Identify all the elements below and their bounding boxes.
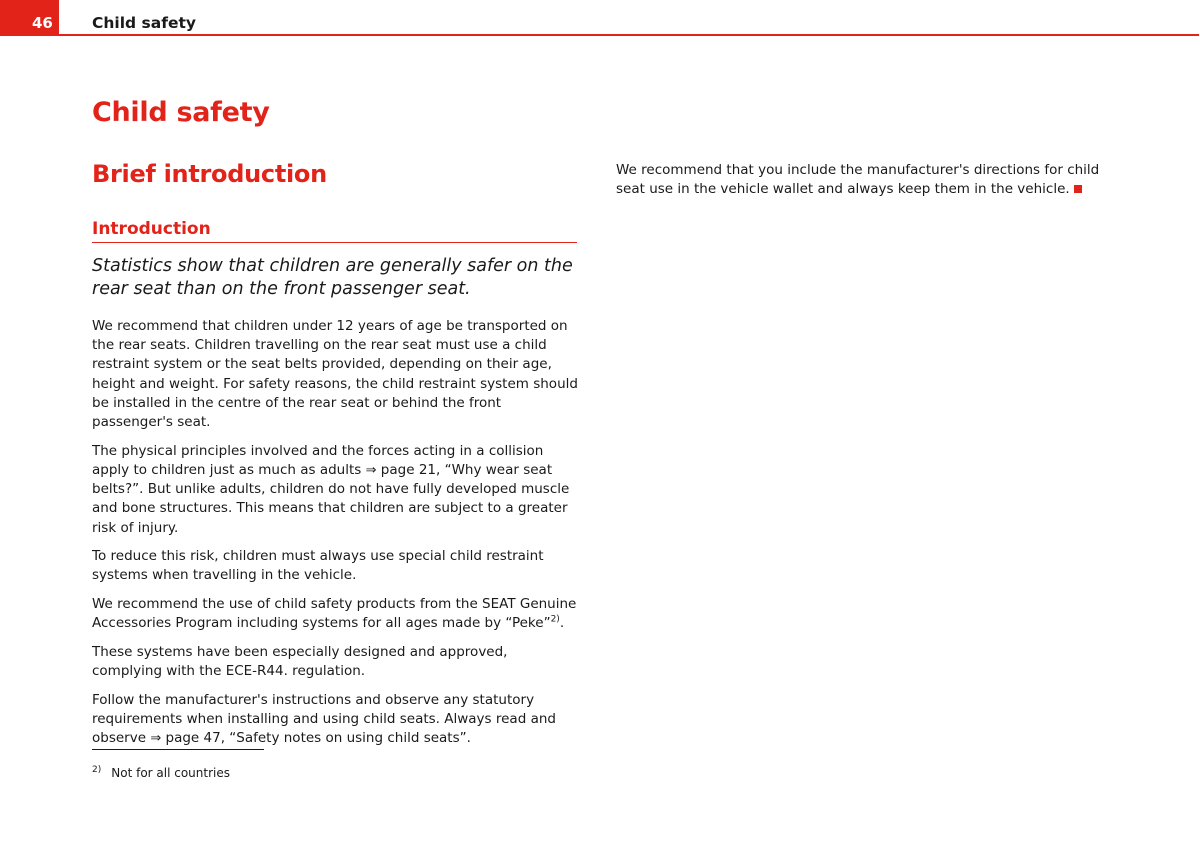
paragraph-text: The physical principles involved and the forces acting in a collision apply to children just as much as adults (92, 442, 544, 478)
subsection-heading: Introduction (92, 219, 211, 239)
lead-paragraph: Statistics show that children are generally safer on the rear seat than on the front passenger seat. (92, 256, 573, 299)
end-of-section-square-icon (1074, 185, 1082, 193)
page-number: 46 (32, 14, 53, 32)
footnote-text: Not for all countries (111, 766, 230, 780)
body-paragraph: These systems have been especially designed and approved, complying with the ECE-R44. regulation. (92, 644, 508, 680)
paragraph-end: . (559, 615, 565, 632)
body-paragraph (92, 691, 580, 749)
cross-reference-arrow-icon: ⇒ (150, 731, 162, 747)
cross-reference-arrow-icon: ⇒ (365, 462, 377, 478)
cross-reference-link[interactable]: page 47, “Safety notes on using child seats”. (161, 730, 471, 747)
paragraph-text: Follow the manufacturer's instructions and observe any statutory requirements when installing and using child seats. Always read and observe (92, 691, 556, 747)
cross-reference-link[interactable]: page 21, “Why wear seat belts?”. But unlike adults, children do not have fully developed muscle and bone structures. This means that children are subject to a greater risk of injury. (92, 461, 570, 536)
footnote-mark: 2) (92, 765, 102, 775)
chapter-title: Child safety (92, 97, 270, 128)
body-paragraph (616, 161, 1116, 199)
body-paragraph (92, 442, 580, 538)
body-paragraph (92, 595, 580, 633)
footnote (92, 762, 230, 781)
header-rule (59, 34, 1199, 36)
footnote-reference[interactable]: 2) (550, 614, 560, 625)
footnote-rule (92, 749, 264, 750)
running-header-title: Child safety (92, 14, 196, 32)
paragraph-text: We recommend the use of child safety products from the SEAT Genuine Accessories Program including systems for all ages made by “Peke” (92, 596, 577, 632)
subsection-rule (92, 242, 577, 243)
right-body-column (616, 161, 1116, 199)
left-body-column (92, 317, 580, 758)
body-paragraph: To reduce this risk, children must always use special child restraint systems when travelling in the vehicle. (92, 548, 544, 584)
paragraph-text: We recommend that you include the manufacturer's directions for child seat use in the vehicle wallet and always keep them in the vehicle. (616, 162, 1100, 198)
section-title: Brief introduction (92, 160, 327, 188)
body-paragraph: We recommend that children under 12 years of age be transported on the rear seats. Children travelling on the rear seat must use a child restraint system or the seat belts provided, depending on their age, height and weight. For safety reasons, the child restraint system should be installed in the centre of the rear seat or behind the front passenger's seat. (92, 318, 578, 431)
